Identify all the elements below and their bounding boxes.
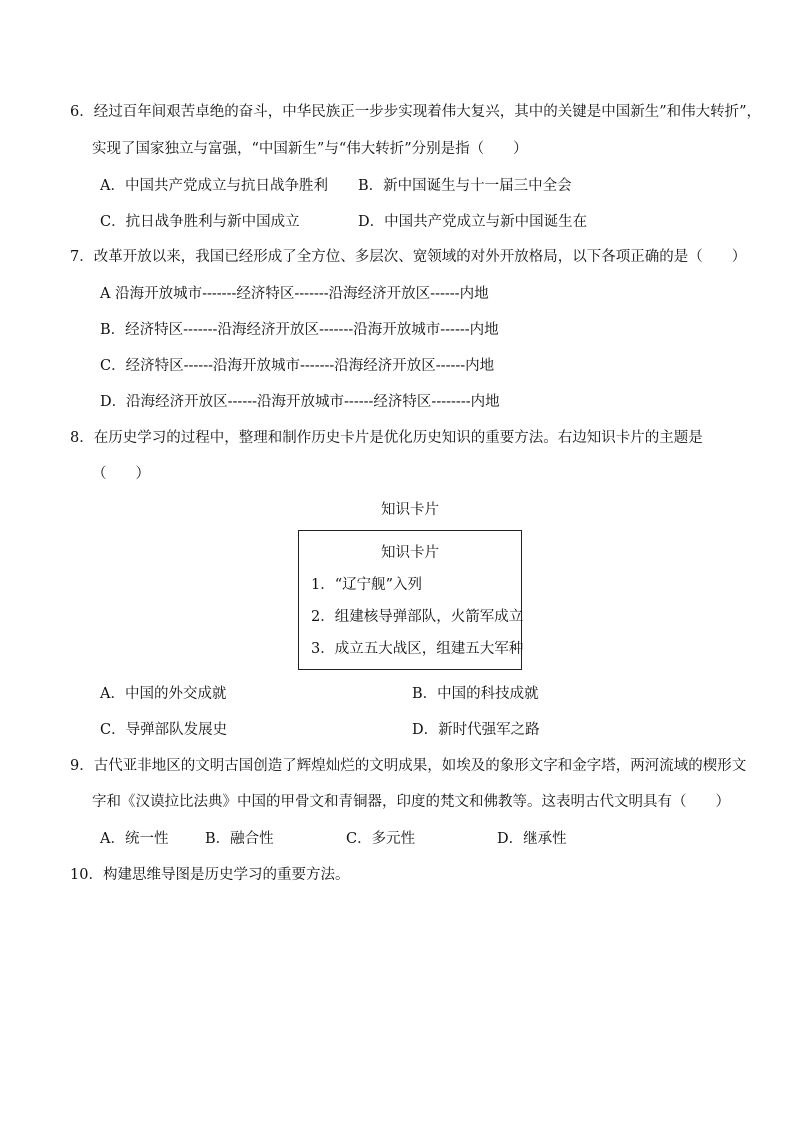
question-6-option-d: D．中国共产党成立与新中国诞生在 [358, 214, 588, 230]
question-6-line-1: 6．经过百年间艰苦卓绝的奋斗，中华民族正一步步实现着伟大复兴，其中的关键是中国新生”和伟大转折”， [70, 104, 762, 120]
question-8-option-d: D．新时代强军之路 [412, 722, 540, 738]
knowledge-card-item-3: 3．成立五大战区，组建五大军种 [311, 641, 524, 657]
question-8-option-a: A．中国的外交成就 [100, 686, 227, 702]
question-8-option-c: C．导弹部队发展史 [100, 722, 228, 738]
question-6-option-c: C．抗日战争胜利与新中国成立 [100, 214, 300, 230]
question-9-line-2: 字和《汉谟拉比法典》中国的甲骨文和青铜器，印度的梵文和佛教等。这表明古代文明具有（ ） [92, 794, 730, 810]
question-9-line-1: 9．古代亚非地区的文明古国创造了辉煌灿烂的文明成果，如埃及的象形文字和金字塔，两河流域的楔形文 [70, 758, 747, 774]
question-8-line-1: 8．在历史学习的过程中，整理和制作历史卡片是优化历史知识的重要方法。右边知识卡片的主题是 [70, 430, 703, 446]
question-7-option-a: A 沿海开放城市-------经济特区-------沿海经济开放区------内地 [100, 286, 489, 302]
question-9-option-d: D．继承性 [497, 831, 567, 847]
knowledge-card-caption: 知识卡片 [381, 502, 439, 518]
question-8-line-2: （ ） [92, 466, 150, 482]
question-8-option-b: B．中国的科技成就 [412, 686, 539, 702]
question-6-option-b: B．新中国诞生与十一届三中全会 [358, 178, 572, 194]
knowledge-card-item-2: 2．组建核导弹部队，火箭军成立 [311, 609, 524, 625]
question-10-line-1: 10．构建思维导图是历史学习的重要方法。 [70, 867, 350, 883]
question-9-option-a: A．统一性 [100, 831, 169, 847]
knowledge-card [298, 530, 522, 670]
question-9-option-b: B．融合性 [205, 831, 274, 847]
knowledge-card-item-1: 1．“辽宁舰”入列 [311, 577, 423, 593]
question-9-option-c: C．多元性 [346, 831, 416, 847]
question-7-option-c: C．经济特区------沿海开放城市-------沿海经济开放区------内地 [100, 358, 495, 374]
question-7-line-1: 7．改革开放以来，我国已经形成了全方位、多层次、宽领域的对外开放格局，以下各项正确的是（ ） [70, 249, 747, 265]
knowledge-card-title: 知识卡片 [381, 545, 439, 561]
question-6-option-a: A．中国共产党成立与抗日战争胜利 [100, 178, 328, 194]
question-7-option-d: D．沿海经济开放区------沿海开放城市------经济特区--------内地 [100, 394, 500, 410]
question-6-line-2: 实现了国家独立与富强，“中国新生”与“伟大转折”分别是指（ ） [92, 141, 528, 157]
question-7-option-b: B．经济特区-------沿海经济开放区-------沿海开放城市------内地 [100, 322, 499, 338]
